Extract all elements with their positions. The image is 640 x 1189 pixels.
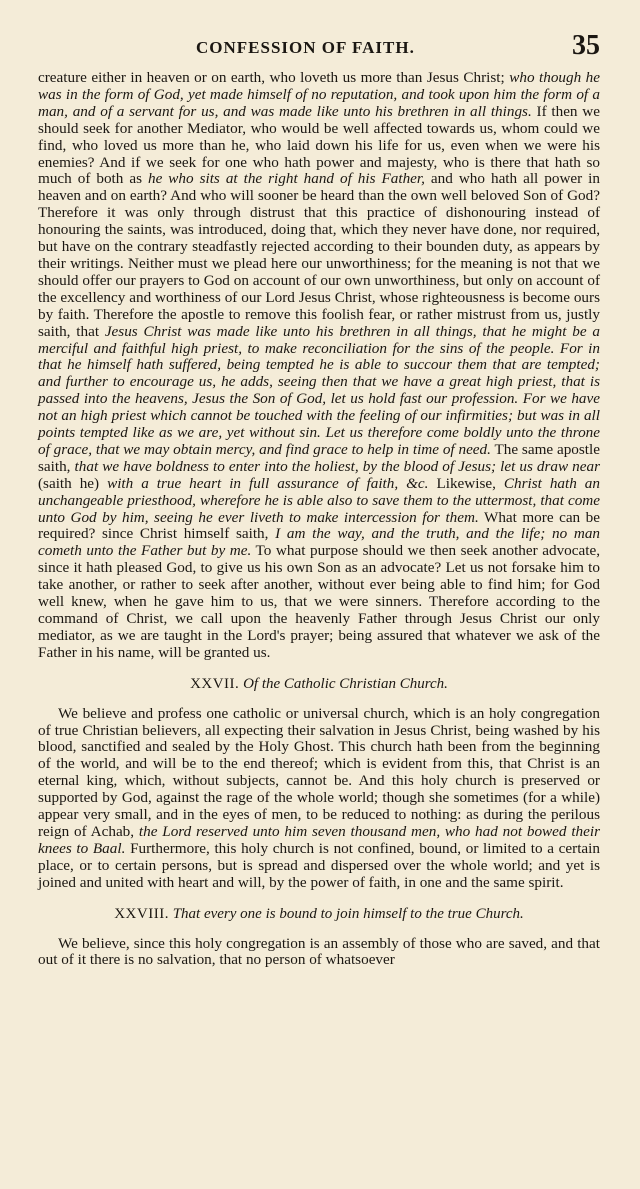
article-27-body [38, 706, 600, 892]
italic-text-segment: he who sits at the right hand of his Father, [147, 170, 425, 188]
text-segment: If then we should seek for another Mediator, who would be well affected towards us, whom could we find, who loved us more than he, who laid down his life for us, even when we were his enemies? And if we seek for one who hath power and majesty, who is there that hath so much of both as [38, 102, 600, 188]
italic-text-segment: Jesus Christ was made like unto his brethren in all things, that he might be a merciful and faithful high priest, to make reconciliation for the sins of the people. For in that he himself hath suffered, being tempted he is able to succour them that are tempted; and further to encourage us, he adds, seeing then that we have a great high priest, that is passed into the heavens, Jesus the Son of God, let us hold fast our profession. For we have not an high priest which cannot be touched with the feeling of our infirmities; but was in all points tempted like as we are, yet without sin. Let us therefore come boldly unto the throne of grace, that we may obtain mercy, and find grace to help in time of need. [38, 322, 600, 458]
body-text [38, 70, 600, 969]
article-28-body [38, 936, 600, 970]
text-segment: creature either in heaven or on earth, who loveth us more than Jesus Christ; [38, 69, 510, 86]
article-27-heading [38, 676, 600, 693]
italic-text-segment: that we have boldness to enter into the holiest, by the blood of Jesus; let us draw near [74, 457, 600, 475]
article-28-heading [38, 906, 600, 923]
page-header [38, 30, 600, 64]
article-28-number: XXVIII. [114, 905, 169, 922]
article-27-title: Of the Catholic Christian Church. [243, 675, 448, 692]
article-28-title: That every one is bound to join himself to the true Church. [172, 905, 524, 922]
italic-text-segment: Christ hath an unchangeable priesthood, wherefore he is able also to save them to the uttermost, that come unto God by him, seeing he ever liveth to make intercession for them. [38, 474, 600, 526]
text-segment: and who hath all power in heaven and on earth? And who will sooner be heard than the own well beloved Son of God? Therefore it was only through distrust that this practice of dishonouring instead of honouring the saints, was introduced, doing that, which they never have done, nor required, but have on the contrary steadfastly rejected according to their bounden duty, as appears by their writings. Neither must we plead here our unworthiness; for the meaning is not that we should offer our prayers to God on account of our own unworthiness, but only on account of the excellency and worthiness of our Lord Jesus Christ, whose righteousness is become ours by faith. Therefore the apostle to remove this foolish fear, or rather mistrust from us, justly saith, that [38, 170, 600, 340]
italic-text-segment: who though he was in the form of God, yet made himself of no reputation, and took upon him the form of a man, and of a servant for us, and was made like unto his brethren in all things. [38, 69, 600, 120]
italic-text-segment: with a true heart in full assurance of faith, &c. [107, 474, 429, 492]
page-number: 35 [572, 30, 600, 61]
text-segment: Furthermore, this holy church is not confined, bound, or limited to a certain place, or to certain persons, but is spread and dispersed over the whole world; and yet is joined and united with heart and will, by the power of faith, in one and the same spirit. [38, 839, 600, 891]
text-segment: (saith he) [38, 474, 108, 492]
text-segment: We believe, since this holy congregation is an assembly of those who are saved, and that out of it there is no salvation, that no person of whatsoever [38, 934, 600, 969]
article-26-continuation [38, 70, 600, 662]
text-segment: What more can be required? since Christ himself saith, [38, 508, 600, 543]
book-page [38, 0, 600, 1189]
article-27-number: XXVII. [190, 675, 240, 692]
italic-text-segment: I am the way, and the truth, and the life; no man cometh unto the Father but by me. [38, 525, 601, 560]
text-segment: The same apostle saith, [38, 440, 600, 475]
text-segment: To what purpose should we then seek another advocate, since it hath pleased God, to give us his own Son as an advocate? Let us not forsake him to take another, or rather to seek after another, without ever being able to find him; for God well knew, when he gave him to us, that we were sinners. Therefore according to the command of Christ, we call upon the heavenly Father through Jesus Christ our only mediator, as we are taught in the Lord's prayer; being assured that whatever we ask of the Father in his name, will be granted us. [38, 542, 600, 661]
text-segment: Likewise, [428, 474, 504, 492]
italic-text-segment: the Lord reserved unto him seven thousand men, who had not bowed their knees to Baal. [38, 822, 601, 857]
text-segment: We believe and profess one catholic or universal church, which is an holy congregation of true Christian believers, all expecting their salvation in Jesus Christ, being washed by his blood, sanctified and sealed by the Holy Ghost. This church hath been from the beginning of the world, and will be to the end thereof; which is evident from this, that Christ is an eternal king, which, without subjects, cannot be. And this holy church is preserved or supported by God, against the rage of the whole world; though she sometimes (for a while) appear very small, and in the eyes of men, to be reduced to nothing: as during the perilous reign of Achab, [38, 704, 600, 840]
running-title: CONFESSION OF FAITH. [196, 38, 415, 57]
